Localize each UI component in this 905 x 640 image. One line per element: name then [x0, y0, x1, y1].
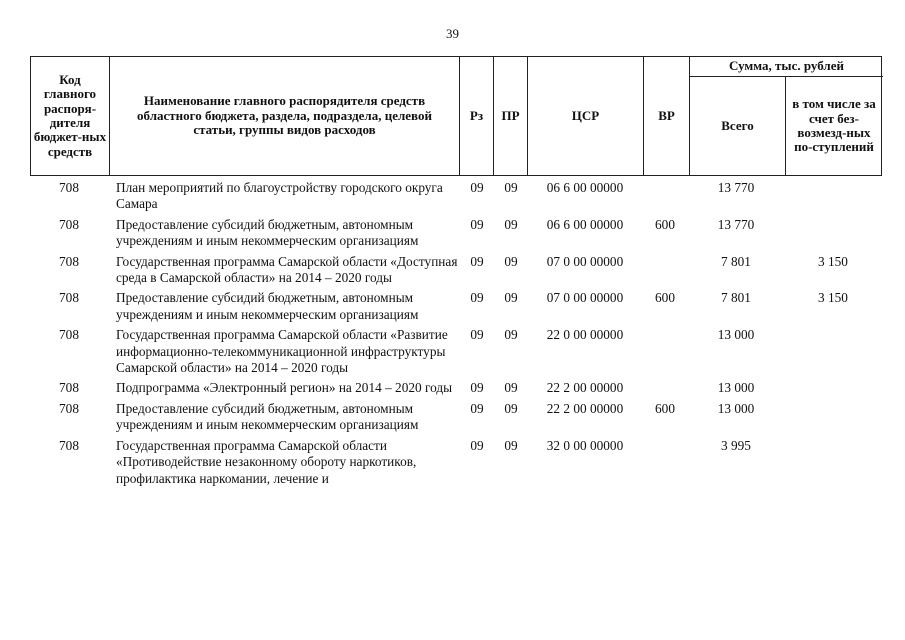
row-vr: 600 — [655, 216, 675, 232]
row-name: Предоставление субсидий бюджетным, автономным учреждениям и иным некоммерческим организациям — [116, 400, 419, 433]
row-name: Государственная программа Самарской области «Доступная среда в Самарской области» на 2014 – 2020 годы — [116, 253, 458, 286]
row-pr: 09 — [504, 400, 518, 416]
row-csr: 22 0 00 00000 — [546, 327, 624, 343]
header-csr: ЦСР — [571, 107, 600, 123]
row-code: 708 — [59, 437, 79, 453]
row-pr: 09 — [504, 327, 518, 343]
header-total: Всего — [721, 117, 754, 133]
header-name: Наименование главного распорядителя средств областного бюджета, раздела, подраздела, целевой статьи, группы видов расходов — [137, 93, 432, 138]
row-name: Подпрограмма «Электронный регион» на 2014 – 2020 годы — [116, 380, 453, 396]
row-name: План мероприятий по благоустройству городского округа Самара — [116, 180, 443, 212]
header-sum: Сумма, тыс. рублей — [729, 58, 844, 74]
row-total: 13 770 — [717, 180, 755, 195]
row-gratis: 3 150 — [818, 290, 848, 306]
row-csr: 22 2 00 00000 — [546, 380, 624, 396]
row-csr: 32 0 00 00000 — [546, 437, 624, 453]
row-total: 3 995 — [721, 437, 751, 453]
table-header — [30, 56, 882, 176]
row-total: 13 000 — [717, 400, 755, 416]
row-code: 708 — [59, 253, 79, 269]
row-code: 708 — [59, 180, 79, 195]
header-vr: ВР — [658, 107, 675, 123]
row-pr: 09 — [504, 180, 518, 195]
row-pr: 09 — [504, 253, 518, 269]
row-total: 7 801 — [721, 253, 751, 269]
row-pr: 09 — [504, 437, 518, 453]
table-body — [30, 176, 882, 487]
header-pr: ПР — [501, 107, 520, 123]
row-rz: 09 — [470, 253, 484, 269]
row-pr: 09 — [504, 380, 518, 396]
row-rz: 09 — [470, 216, 484, 232]
row-rz: 09 — [470, 290, 484, 306]
row-csr: 06 6 00 00000 — [546, 216, 624, 232]
row-name: Предоставление субсидий бюджетным, автономным учреждениям и иным некоммерческим организациям — [116, 216, 419, 249]
row-code: 708 — [59, 290, 79, 306]
row-total: 13 000 — [717, 327, 755, 343]
row-csr: 07 0 00 00000 — [546, 290, 624, 306]
row-total: 13 000 — [717, 380, 755, 396]
row-csr: 22 2 00 00000 — [546, 400, 624, 416]
row-pr: 09 — [504, 290, 518, 306]
header-gratis: в том числе за счет без-возмезд-ных по-ступлений — [792, 96, 876, 155]
row-code: 708 — [59, 216, 79, 232]
table-row — [30, 397, 882, 434]
row-rz: 09 — [470, 180, 484, 195]
row-rz: 09 — [470, 327, 484, 343]
page-number: 39 — [446, 26, 459, 41]
table-row — [30, 213, 882, 250]
row-code: 708 — [59, 380, 79, 396]
row-rz: 09 — [470, 380, 484, 396]
row-vr: 600 — [655, 400, 675, 416]
row-total: 13 770 — [717, 216, 755, 232]
row-csr: 07 0 00 00000 — [546, 253, 624, 269]
table-row — [30, 323, 882, 376]
row-vr: 600 — [655, 290, 675, 306]
row-rz: 09 — [470, 437, 484, 453]
table-row — [30, 250, 882, 287]
row-csr: 06 6 00 00000 — [546, 180, 624, 195]
row-rz: 09 — [470, 400, 484, 416]
header-rz: Рз — [469, 107, 484, 123]
row-pr: 09 — [504, 216, 518, 232]
row-code: 708 — [59, 327, 79, 343]
row-name: Предоставление субсидий бюджетным, автономным учреждениям и иным некоммерческим организациям — [116, 290, 419, 322]
table-row — [30, 434, 882, 487]
table-row — [30, 376, 882, 396]
table-row — [30, 286, 882, 323]
table-row — [30, 176, 882, 213]
row-code: 708 — [59, 400, 79, 416]
row-gratis: 3 150 — [818, 253, 848, 269]
header-code: Код главного распоря-дителя бюджет-ных средств — [33, 71, 107, 159]
row-total: 7 801 — [721, 290, 751, 306]
row-name: Государственная программа Самарской области «Противодействие незаконному обороту наркотиков, профилактика наркомании, лечение и — [116, 437, 417, 486]
row-name: Государственная программа Самарской области «Развитие информационно-телекоммуникационной инфраструктуры Самарской области» на 2014 – 2020 годы — [116, 327, 448, 376]
